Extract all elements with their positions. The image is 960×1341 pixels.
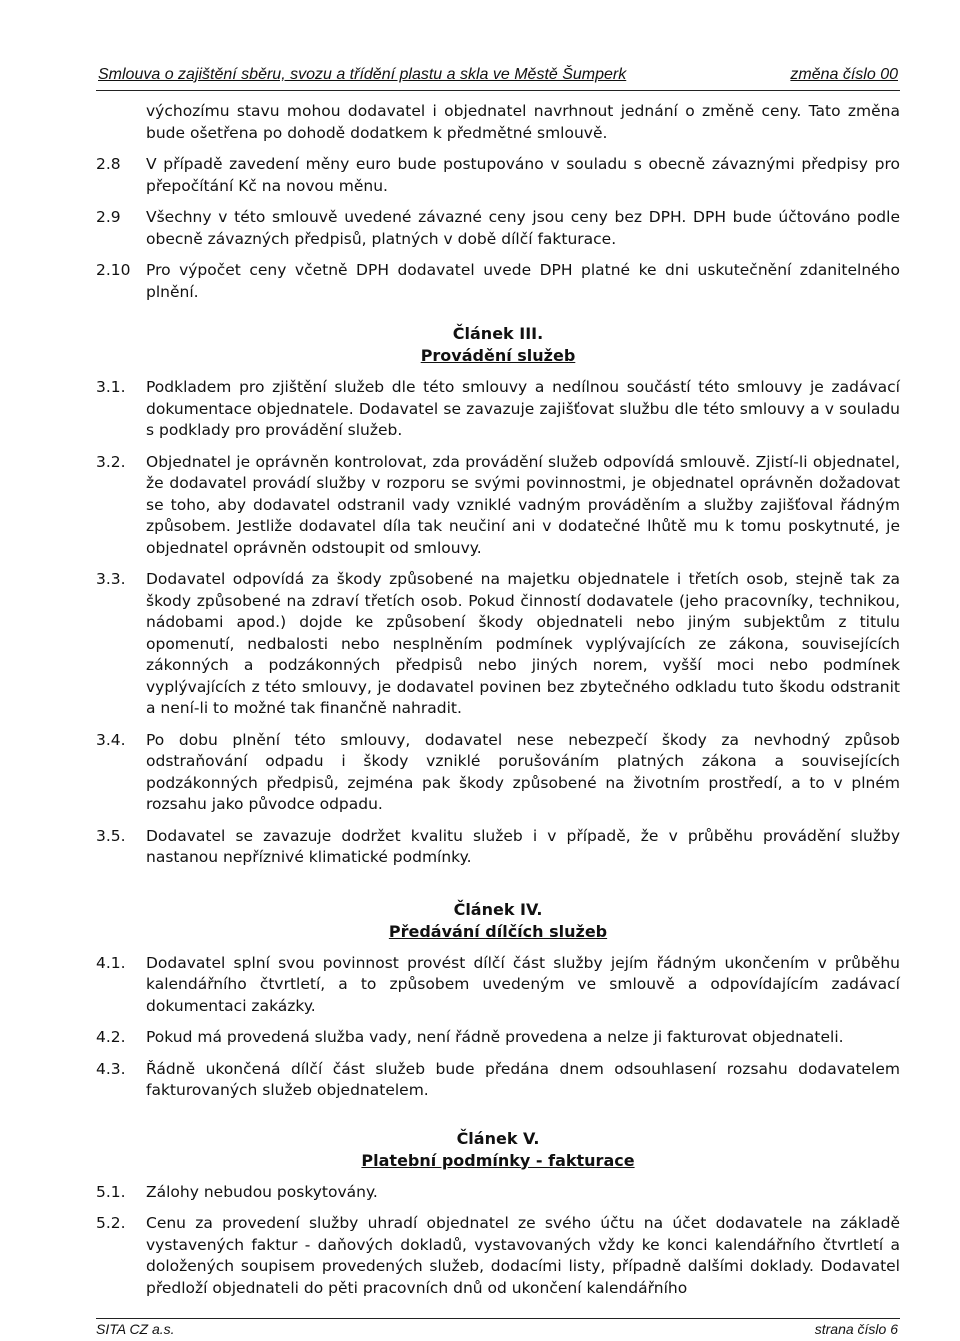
- clause-2-8: [96, 154, 900, 197]
- header-rule: [96, 90, 900, 91]
- header-revision: změna číslo 00: [790, 66, 898, 83]
- clause-5-2: [96, 1213, 900, 1299]
- clause-text: Řádně ukončená dílčí část služeb bude předána dnem odsouhlasení rozsahu dodavatelem fakturovaných služeb objednatelem.: [146, 1059, 900, 1099]
- clause-text: Všechny v této smlouvě uvedené závazné ceny jsou ceny bez DPH. DPH bude účtováno podle obecně závazných předpisů, platných v době dílčí fakturace.: [146, 208, 900, 248]
- clause-number: 2.10: [96, 261, 131, 279]
- clause-text: Dodavatel se zavazuje dodržet kvalitu služeb i v případě, že v průběhu provádění služby nastanou nepříznivé klimatické podmínky.: [146, 826, 900, 866]
- footer-rule: [96, 1318, 900, 1319]
- clause-text: V případě zavedení měny euro bude postupováno v souladu s obecně závaznými předpisy pro přepočítání Kč na novou měnu.: [146, 155, 900, 195]
- clause-2-9: [96, 207, 900, 250]
- article-5-title: Platební podmínky - fakturace: [361, 1150, 635, 1170]
- clause-text: Dodavatel splní svou povinnost provést dílčí část služby jejím řádným ukončením v průběhu kalendářního čtvrtletí, a to způsobem uvedeným ve smlouvě a odpovídajícím zadávací dokumentaci zakázky.: [146, 953, 900, 1015]
- clause-3-3: [96, 569, 900, 720]
- clause-4-1: [96, 953, 900, 1018]
- clause-number: 3.1.: [96, 378, 126, 396]
- clause-number: 5.1.: [96, 1182, 126, 1201]
- clause-3-2: [96, 452, 900, 560]
- article-3-heading: Článek III.: [452, 324, 544, 343]
- clause-3-5: [96, 826, 900, 869]
- clause-number: 3.2.: [96, 452, 126, 471]
- clause-text: Podkladem pro zjištění služeb dle této smlouvy a nedílnou součástí této smlouvy je zadávací dokumentace objednatele. Dodavatel se zavazuje zajišťovat službu dle této smlouvy a v souladu s podklady pro provádění služeb.: [146, 378, 900, 439]
- intro-text: výchozímu stavu mohou dodavatel i objednatel navrhnout jednání o změně ceny. Tato změna bude ošetřena po dohodě dodatkem k předmětné smlouvě.: [146, 102, 900, 142]
- article-4-heading: Článek IV.: [453, 899, 543, 919]
- clause-number: 4.2.: [96, 1028, 126, 1046]
- document-body: [96, 101, 900, 1309]
- article-3-title: Provádění služeb: [420, 346, 576, 365]
- clause-number: 5.2.: [96, 1214, 126, 1232]
- clause-number: 4.1.: [96, 953, 126, 972]
- footer-page-number: strana číslo 6: [814, 1321, 898, 1337]
- clause-text: Dodavatel odpovídá za škody způsobené na majetku objednatele i třetích osob, stejně tak za škody způsobené na zdraví třetích osob. Pokud činností dodavatele (jeho pracovníky, technikou, nádobami apod.) dojde ke způsobení škody objednateli nebo jiným subjektům z titulu opomenutí, nedbalosti nebo nesplněním podmínek vyplývajících ze zákona, souvisejících zákonných a podzákonných předpisů nebo jiných norem, vyšší moci nebo podmínek vyplývajících z této smlouvy, je dodavatel povinen bez zbytečného odkladu tuto škodu odstranit a není-li to možné tak finančně nahradit.: [146, 570, 900, 717]
- article-5-heading: Článek V.: [456, 1128, 540, 1148]
- clause-number: 3.5.: [96, 826, 126, 845]
- clause-number: 3.3.: [96, 570, 126, 588]
- clause-number: 4.3.: [96, 1059, 126, 1078]
- article-4-title: Předávání dílčích služeb: [388, 921, 608, 941]
- clause-number: 2.9: [96, 208, 121, 226]
- intro-paragraph: [96, 101, 900, 144]
- clause-2-10: [96, 260, 900, 303]
- clause-4-3: [96, 1059, 900, 1102]
- footer-company: SITA CZ a.s.: [96, 1321, 175, 1337]
- clause-5-1: [96, 1182, 900, 1204]
- clause-text: Objednatel je oprávněn kontrolovat, zda provádění služeb odpovídá smlouvě. Zjistí-li objednatel, že dodavatel provádí služby v rozporu se svými povinnostmi, je objednatel oprávněn dožadovat se toho, aby dodavatel odstranil vady vzniklé vadným prováděním a služby zajišťoval řádným způsobem. Jestliže dodavatel díla tak neučiní ani v dodatečné lhůtě mu k tomu poskytnuté, je objednatel oprávněn odstoupit od smlouvy.: [146, 452, 900, 557]
- clause-text: Pro výpočet ceny včetně DPH dodavatel uvede DPH platné ke dni uskutečnění zdanitelného plnění.: [146, 261, 900, 301]
- clause-3-4: [96, 730, 900, 816]
- clause-3-1: [96, 377, 900, 442]
- clause-number: 2.8: [96, 155, 121, 173]
- clause-text: Zálohy nebudou poskytovány.: [146, 1182, 378, 1201]
- clause-text: Pokud má provedená služba vady, není řádně provedena a nelze ji fakturovat objednateli.: [146, 1028, 844, 1046]
- clause-number: 3.4.: [96, 730, 126, 749]
- clause-text: Po dobu plnění této smlouvy, dodavatel nese nebezpečí škody za nevhodný způsob odstraňování odpadu i škody vzniklé porušováním platných zákona a souvisejících podzákonných předpisů, zejména pak škody způsobené na životním prostředí, a to v plném rozsahu jako původce odpadu.: [146, 730, 900, 813]
- header-title: Smlouva o zajištění sběru, svozu a třídění plastu a skla ve Městě Šumperk: [98, 66, 627, 83]
- clause-text: Cenu za provedení služby uhradí objednatel ze svého účtu na účet dodavatele na základě vystavených faktur - daňových dokladů, vystavovaných vždy ke konci kalendářního čtvrtletí a doložených soupisem provedených služeb, dodacími listy, případně dalšími doklady. Dodavatel předloží objednateli do pěti pracovních dnů od ukončení kalendářního: [146, 1214, 900, 1297]
- clause-4-2: [96, 1027, 900, 1049]
